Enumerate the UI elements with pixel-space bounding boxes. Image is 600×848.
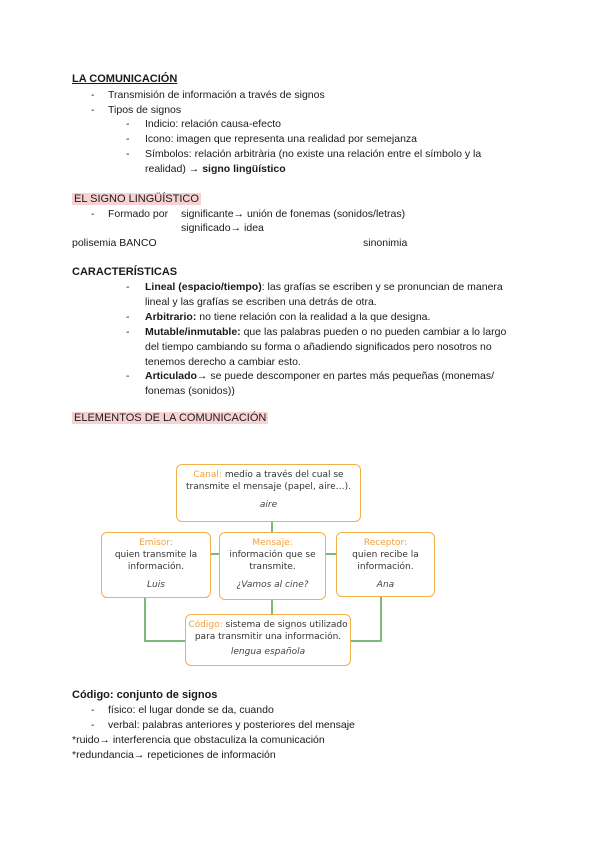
mensaje-box	[219, 532, 326, 600]
list-item: verbal: palabras anteriores y posteriores del mensaje	[108, 719, 355, 731]
receptor-box	[336, 532, 435, 597]
canal-line1	[177, 469, 360, 481]
emisor-example: Luis	[147, 580, 165, 590]
receptor-label: Receptor:	[363, 538, 408, 548]
sub-list-item: Icono: imagen que representa una realidad por semejanza	[145, 133, 418, 145]
connector-line	[271, 522, 273, 532]
receptor-text1: quien recibe la	[352, 550, 419, 560]
characteristic-desc: no tiene relación con la realidad a la que designa.	[196, 311, 431, 323]
mensaje-example: ¿Vamos al cine?	[236, 580, 309, 590]
section-title-comunicacion: LA COMUNICACIÓN	[72, 73, 178, 85]
characteristic-desc: → se puede descomponer en partes más pequeñas (monemas/	[196, 370, 495, 382]
codigo-heading: Código: conjunto de signos	[72, 689, 218, 701]
receptor-text2: información.	[357, 562, 414, 572]
canal-label: Canal:	[193, 470, 222, 480]
characteristic-cont: del tiempo cambiando su forma o añadiendo significados pero nosotros no	[145, 341, 492, 353]
bullet-dash: -	[91, 89, 95, 101]
mensaje-text1: información que se	[229, 550, 316, 560]
characteristic-name: Arbitrario:	[145, 311, 197, 323]
bullet-dash: -	[91, 704, 95, 716]
codigo-text: sistema de signos utilizado	[225, 620, 348, 630]
note-redundancia: *redundancia→ repeticiones de información	[72, 749, 276, 761]
emisor-text2: información.	[127, 562, 185, 572]
characteristic-articulado	[145, 370, 494, 383]
bullet-dash: -	[126, 370, 130, 382]
emisor-label: Emisor:	[139, 538, 173, 548]
canal-box	[176, 464, 361, 522]
connector-line	[144, 640, 186, 642]
formado-por-label: Formado por	[108, 208, 169, 220]
connector-line	[326, 553, 336, 555]
characteristic-cont: tenemos derecho a cambiar esto.	[145, 356, 301, 368]
characteristic-name: Articulado	[145, 370, 197, 382]
characteristic-arbitrario	[145, 311, 430, 324]
connector-line	[380, 597, 382, 642]
bullet-dash: -	[126, 148, 130, 160]
sinonimia-text: sinonimia	[363, 237, 408, 249]
codigo-box	[185, 614, 351, 666]
canal-example: aire	[259, 500, 278, 510]
bullet-dash: -	[91, 104, 95, 116]
bullet-dash: -	[91, 719, 95, 731]
receptor-example: Ana	[376, 580, 395, 590]
mensaje-label: Mensaje:	[252, 538, 293, 548]
list-item: físico: el lugar donde se da, cuando	[108, 704, 274, 716]
characteristic-desc: : las grafías se escriben y se pronuncian de manera	[261, 281, 503, 293]
list-item: Tipos de signos	[108, 104, 182, 116]
connector-line	[271, 600, 273, 614]
characteristic-desc: que las palabras pueden o no pueden cambiar a lo largo	[240, 326, 507, 338]
characteristic-cont: fonemas (sonidos))	[145, 385, 235, 397]
characteristic-name: Mutable/inmutable:	[145, 326, 241, 338]
bullet-dash: -	[91, 208, 95, 220]
highlighted-title: ELEMENTOS DE LA COMUNICACIÓN	[74, 412, 267, 424]
codigo-example: lengua española	[230, 647, 306, 657]
bullet-dash: -	[126, 326, 130, 338]
canal-text: medio a través del cual se	[224, 470, 344, 480]
note-ruido: *ruido→ interferencia que obstaculiza la comunicación	[72, 734, 325, 746]
polisemia-text: polisemia BANCO	[72, 237, 157, 249]
connector-line	[351, 640, 382, 642]
significante-text: significante→ unión de fonemas (sonidos/letras)	[181, 208, 406, 220]
section-title-caracteristicas: CARACTERÍSTICAS	[72, 266, 178, 278]
signo-linguistico-bold: signo lingüístico	[202, 163, 286, 175]
sub-list-item-continuation	[145, 163, 286, 176]
codigo-label: Código:	[188, 620, 223, 630]
codigo-line1	[186, 619, 350, 631]
characteristic-cont: lineal y las grafías se escriben una detrás de otra.	[145, 296, 377, 308]
sub-list-text: realidad) →	[145, 163, 200, 175]
emisor-text1: quien transmite la	[114, 550, 198, 560]
significado-text: significado→ idea	[181, 222, 264, 234]
characteristic-lineal	[145, 281, 503, 294]
sub-list-item: Símbolos: relación arbitrària (no existe una relación entre el símbolo y la	[145, 148, 482, 160]
section-title-signo	[72, 193, 201, 206]
sub-list-item: Indicio: relación causa-efecto	[145, 118, 281, 130]
highlighted-title: EL SIGNO LINGÜÍSTICO	[74, 193, 199, 205]
emisor-box	[101, 532, 211, 598]
bullet-dash: -	[126, 281, 130, 293]
characteristic-mutable	[145, 326, 506, 339]
bullet-dash: -	[126, 133, 130, 145]
connector-line	[211, 553, 219, 555]
codigo-text2: para transmitir una información.	[194, 632, 342, 642]
mensaje-text2: transmite.	[249, 562, 296, 572]
bullet-dash: -	[126, 118, 130, 130]
bullet-dash: -	[126, 311, 130, 323]
canal-text2: transmite el mensaje (papel, aire…).	[186, 482, 351, 492]
list-item: Transmisión de información a través de signos	[108, 89, 325, 101]
section-title-elementos	[72, 412, 268, 425]
characteristic-name: Lineal (espacio/tiempo)	[145, 281, 262, 293]
